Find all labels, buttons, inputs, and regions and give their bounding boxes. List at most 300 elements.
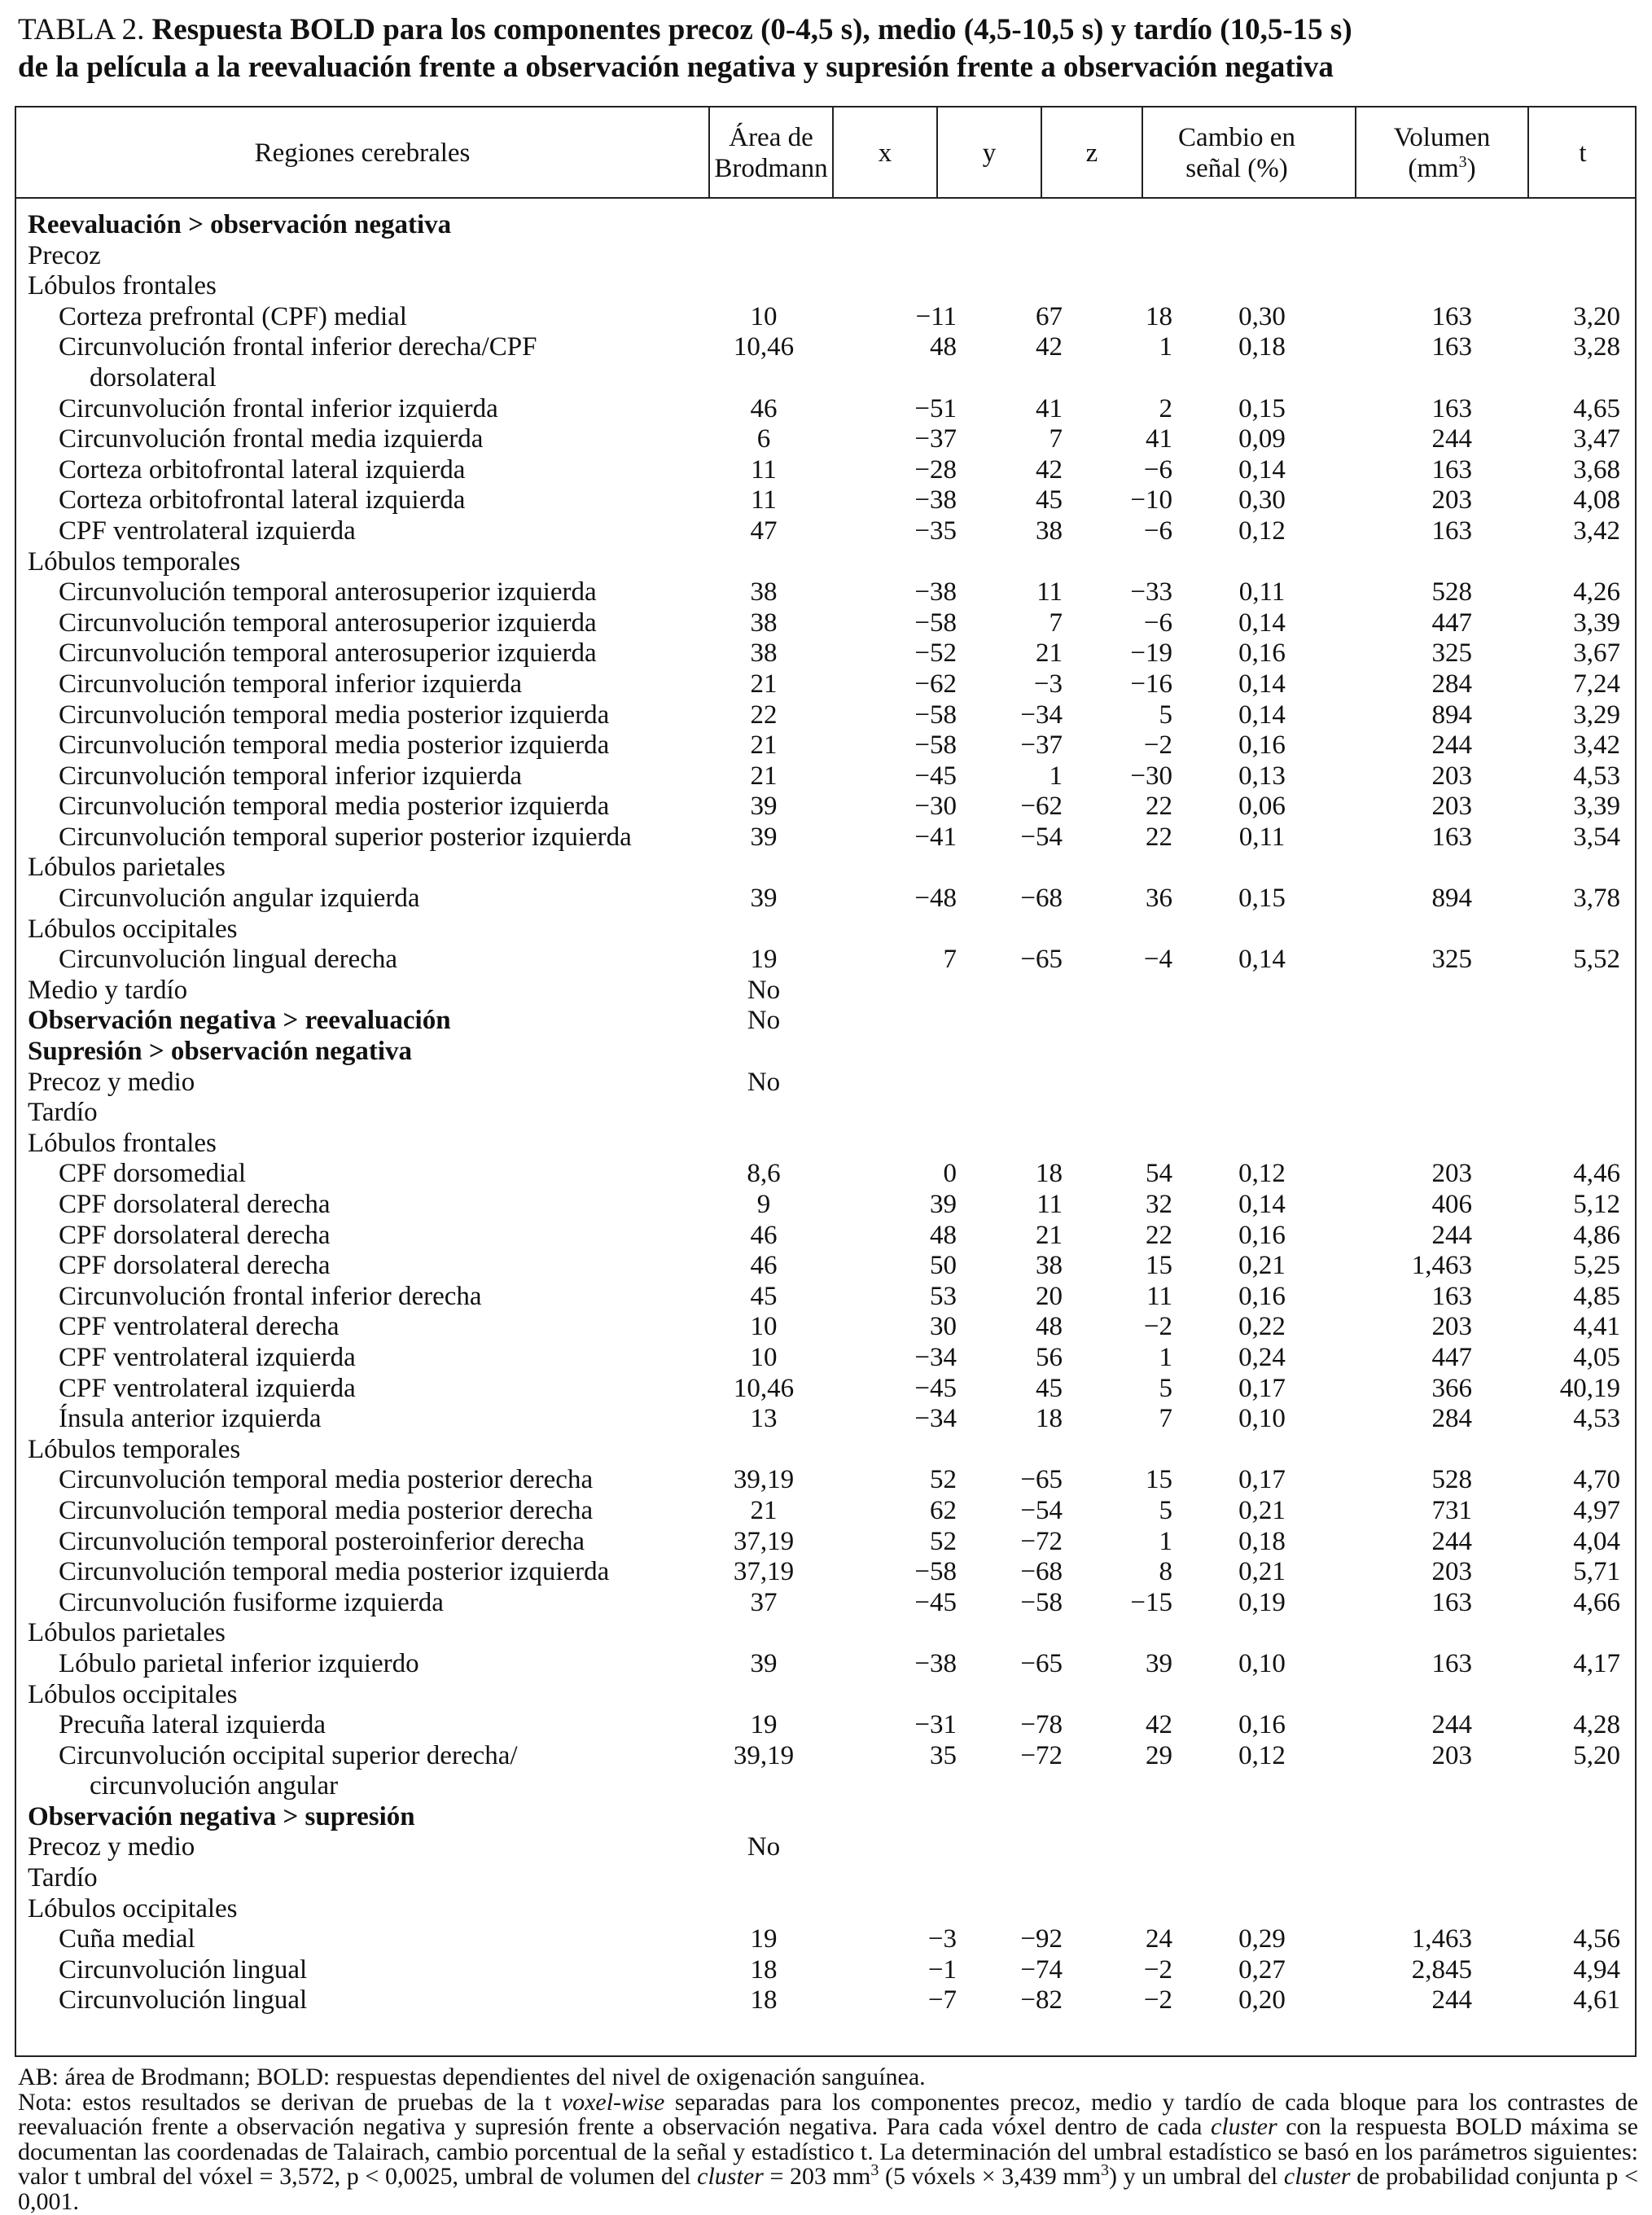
region-name: Medio y tardío xyxy=(28,975,188,1005)
region-name: Circunvolución temporal inferior izquierda xyxy=(59,669,523,699)
coord-y: 67 xyxy=(1036,301,1063,331)
volume: 447 xyxy=(1431,1342,1472,1372)
table-row xyxy=(16,271,1635,302)
results-table xyxy=(15,106,1637,2057)
t-value: 4,41 xyxy=(1573,1312,1620,1342)
table-row xyxy=(16,638,1635,669)
table-row xyxy=(16,516,1635,547)
coord-x: −48 xyxy=(914,884,957,914)
brodmann-area: 10 xyxy=(750,1342,778,1372)
coord-z: −16 xyxy=(1130,669,1172,699)
brodmann-area: 10,46 xyxy=(733,332,795,362)
region-name: Reevaluación > observación negativa xyxy=(28,210,452,239)
coord-z: −15 xyxy=(1130,1587,1172,1617)
region-label xyxy=(28,1098,712,1129)
volume: 894 xyxy=(1431,700,1472,730)
region-name: Circunvolución frontal inferior derecha/CPF xyxy=(59,332,537,362)
t-value: 5,12 xyxy=(1573,1190,1620,1219)
t-value: 4,53 xyxy=(1573,761,1620,791)
region-name: CPF dorsolateral derecha xyxy=(59,1190,331,1219)
coord-z: −30 xyxy=(1130,761,1172,791)
brodmann-area: No xyxy=(747,1832,781,1862)
brodmann-area: 39 xyxy=(750,884,778,914)
region-label xyxy=(28,1680,712,1711)
region-name: Circunvolución temporal media posterior derecha xyxy=(59,1465,594,1495)
region-name: Observación negativa > supresión xyxy=(28,1801,415,1831)
volume: 203 xyxy=(1431,485,1472,515)
coord-z: 11 xyxy=(1146,1281,1172,1311)
region-label xyxy=(28,853,712,884)
region-name: CPF dorsomedial xyxy=(59,1159,247,1189)
t-value: 3,68 xyxy=(1573,454,1620,485)
header-brodmann: Área de Brodmann xyxy=(708,107,832,199)
brodmann-area: 22 xyxy=(750,700,778,730)
header-x: x xyxy=(832,107,936,199)
table-row xyxy=(16,1221,1635,1252)
brodmann-area: 21 xyxy=(750,730,778,761)
methods-note: Nota: estos resultados se derivan de pruebas de la t voxel-wise separadas para los componentes precoz, medio y tardío de cada bloque para los contrastes de reevaluación frente a observación negativa y supresión frente a observación negativa. Para cada vóxel dentro de cada cluster con la respuesta BOLD máxima se documentan las coordenadas de Talairach, cambio porcentual de la señal y estadístico t. La determinación del umbral estadístico se basó en los parámetros siguientes: valor t umbral del vóxel = 3,572, p < 0,0025, umbral de volumen del cluster = 203 $mm^3$ (5 vóxels × 3,439 $mm^3$) y un umbral del cluster de probabilidad conjunta p < 0,001. xyxy=(18,2088,1638,2215)
t-value: 7,24 xyxy=(1573,669,1620,699)
coord-x: 52 xyxy=(930,1526,957,1556)
region-name: Circunvolución temporal media posterior izquierda xyxy=(59,792,610,822)
region-label xyxy=(59,1924,743,1955)
region-name: Corteza prefrontal (CPF) medial xyxy=(59,301,407,331)
region-name: Lóbulos occipitales xyxy=(28,1679,238,1709)
t-value: 3,42 xyxy=(1573,730,1620,761)
t-value: 3,20 xyxy=(1573,301,1620,331)
table-number: TABLA 2. xyxy=(18,13,145,46)
table-row xyxy=(16,730,1635,761)
header-t: t xyxy=(1527,107,1637,199)
region-name: CPF dorsolateral derecha xyxy=(59,1220,331,1250)
signal-change: 0,24 xyxy=(1238,1342,1286,1372)
coord-y: 11 xyxy=(1036,1190,1063,1219)
region-name: Circunvolución lingual derecha xyxy=(59,945,398,975)
volume: 447 xyxy=(1431,607,1472,638)
region-label xyxy=(28,1006,712,1037)
brodmann-area: 39 xyxy=(750,822,778,852)
brodmann-area: 39 xyxy=(750,1648,778,1678)
region-name: Circunvolución temporal anterosuperior izquierda xyxy=(59,607,597,638)
region-name: Circunvolución angular izquierda xyxy=(59,884,420,914)
table-row xyxy=(16,1802,1635,1833)
region-label xyxy=(59,1741,743,1802)
brodmann-area: No xyxy=(747,1006,781,1036)
coord-z: −2 xyxy=(1143,1954,1172,1985)
coord-y: −74 xyxy=(1020,1954,1063,1985)
brodmann-area: 6 xyxy=(756,424,771,454)
region-label xyxy=(59,1710,743,1741)
signal-change: 0,14 xyxy=(1238,607,1286,638)
table-row xyxy=(16,1955,1635,1986)
brodmann-area: 45 xyxy=(750,1281,778,1311)
region-name: Ínsula anterior izquierda xyxy=(59,1404,322,1434)
region-name: CPF dorsolateral derecha xyxy=(59,1251,331,1281)
region-name: Lóbulos occipitales xyxy=(28,1893,238,1923)
signal-change: 0,14 xyxy=(1238,945,1286,975)
coord-z: −33 xyxy=(1130,577,1172,607)
region-label xyxy=(59,1557,743,1588)
region-name: Supresión > observación negativa xyxy=(28,1037,412,1067)
coord-y: −68 xyxy=(1020,1557,1063,1587)
coord-x: −45 xyxy=(914,1373,957,1403)
volume: 163 xyxy=(1431,393,1472,423)
coord-y: 41 xyxy=(1036,393,1063,423)
region-label xyxy=(59,1221,743,1252)
coord-z: 5 xyxy=(1159,1373,1172,1403)
coord-x: −38 xyxy=(914,1648,957,1678)
table-row xyxy=(16,1894,1635,1925)
signal-change: 0,10 xyxy=(1238,1404,1286,1434)
t-value: 4,05 xyxy=(1573,1342,1620,1372)
coord-x: −34 xyxy=(914,1404,957,1434)
t-value: 5,20 xyxy=(1573,1740,1620,1770)
coord-z: −4 xyxy=(1143,945,1172,975)
coord-z: 36 xyxy=(1146,884,1172,914)
region-name: Circunvolución temporal posteroinferior derecha xyxy=(59,1526,585,1556)
table-row xyxy=(16,1710,1635,1741)
coord-z: 41 xyxy=(1146,424,1172,454)
table-row xyxy=(16,1465,1635,1496)
volume: 163 xyxy=(1431,454,1472,485)
table-row xyxy=(16,1496,1635,1527)
coord-y: 21 xyxy=(1036,1220,1063,1250)
t-value: 3,54 xyxy=(1573,822,1620,852)
table-row xyxy=(16,1832,1635,1863)
region-label xyxy=(59,1190,743,1221)
coord-x: −62 xyxy=(914,669,957,699)
table-row xyxy=(16,976,1635,1007)
table-row xyxy=(16,332,1635,393)
signal-change: 0,29 xyxy=(1238,1924,1286,1954)
table-row xyxy=(16,1557,1635,1588)
table-row xyxy=(16,1527,1635,1558)
region-label xyxy=(59,1159,743,1190)
coord-z: 1 xyxy=(1159,1342,1172,1372)
table-row xyxy=(16,210,1635,241)
volume: 163 xyxy=(1431,1648,1472,1678)
volume: 284 xyxy=(1431,1404,1472,1434)
region-name: Circunvolución frontal media izquierda xyxy=(59,424,484,454)
region-label xyxy=(59,394,743,425)
region-label xyxy=(59,1343,743,1374)
brodmann-area: 46 xyxy=(750,393,778,423)
region-label xyxy=(28,547,712,578)
brodmann-area: 19 xyxy=(750,1924,778,1954)
coord-y: 7 xyxy=(1049,607,1063,638)
brodmann-area: 8,6 xyxy=(747,1159,781,1189)
table-row xyxy=(16,485,1635,516)
coord-x: −11 xyxy=(915,301,957,331)
region-name: Lóbulos parietales xyxy=(28,853,226,883)
coord-y: −65 xyxy=(1020,1465,1063,1495)
coord-x: −58 xyxy=(914,700,957,730)
coord-x: 30 xyxy=(930,1312,957,1342)
table-row xyxy=(16,1680,1635,1711)
region-label xyxy=(28,241,712,272)
coord-y: −65 xyxy=(1020,1648,1063,1678)
region-name: Corteza orbitofrontal lateral izquierda xyxy=(59,454,466,485)
signal-change: 0,18 xyxy=(1238,1526,1286,1556)
region-label xyxy=(59,730,743,761)
region-label xyxy=(59,669,743,700)
region-name: Precoz y medio xyxy=(28,1832,195,1862)
coord-z: −19 xyxy=(1130,638,1172,669)
region-label xyxy=(59,1588,743,1619)
signal-change: 0,11 xyxy=(1238,577,1286,607)
region-name: CPF ventrolateral izquierda xyxy=(59,1373,356,1403)
coord-x: −52 xyxy=(914,638,957,669)
table-row xyxy=(16,669,1635,700)
signal-change: 0,17 xyxy=(1238,1465,1286,1495)
signal-change: 0,30 xyxy=(1238,485,1286,515)
coord-z: 8 xyxy=(1159,1557,1172,1587)
coord-y: 11 xyxy=(1036,577,1063,607)
volume: 163 xyxy=(1431,822,1472,852)
region-name: Lóbulos frontales xyxy=(28,271,217,301)
volume: 1,463 xyxy=(1411,1251,1472,1281)
t-value: 3,67 xyxy=(1573,638,1620,669)
brodmann-area: 10,46 xyxy=(733,1373,795,1403)
region-name: Circunvolución temporal media posterior derecha xyxy=(59,1495,594,1525)
t-value: 4,04 xyxy=(1573,1526,1620,1556)
coord-y: −34 xyxy=(1020,700,1063,730)
coord-z: −6 xyxy=(1143,454,1172,485)
t-value: 5,25 xyxy=(1573,1251,1620,1281)
brodmann-area: 37,19 xyxy=(733,1557,795,1587)
region-label xyxy=(59,1527,743,1558)
table-row xyxy=(16,700,1635,731)
coord-z: 18 xyxy=(1146,301,1172,331)
region-label xyxy=(59,424,743,455)
volume: 284 xyxy=(1431,669,1472,699)
table-row xyxy=(16,1924,1635,1955)
t-value: 40,19 xyxy=(1559,1373,1620,1403)
coord-x: 0 xyxy=(943,1159,957,1189)
brodmann-area: 38 xyxy=(750,638,778,669)
brodmann-area: 37 xyxy=(750,1587,778,1617)
region-name: Precuña lateral izquierda xyxy=(59,1710,326,1740)
brodmann-area: 37,19 xyxy=(733,1526,795,1556)
volume: 244 xyxy=(1431,1710,1472,1740)
coord-z: 1 xyxy=(1159,332,1172,362)
volume: 244 xyxy=(1431,1220,1472,1250)
region-name: Cuña medial xyxy=(59,1924,195,1954)
t-value: 4,56 xyxy=(1573,1924,1620,1954)
region-label xyxy=(59,485,743,516)
brodmann-area: 13 xyxy=(750,1404,778,1434)
coord-x: −34 xyxy=(914,1342,957,1372)
t-value: 4,85 xyxy=(1573,1281,1620,1311)
t-value: 4,94 xyxy=(1573,1954,1620,1985)
table-row xyxy=(16,302,1635,333)
region-label xyxy=(59,608,743,639)
abbreviations-note: AB: área de Brodmann; BOLD: respuestas dependientes del nivel de oxigenación sanguínea. xyxy=(18,2064,926,2090)
coord-y: 42 xyxy=(1036,332,1063,362)
region-name: Observación negativa > reevaluación xyxy=(28,1006,451,1036)
brodmann-area: 38 xyxy=(750,607,778,638)
t-value: 4,97 xyxy=(1573,1495,1620,1525)
coord-y: −65 xyxy=(1020,945,1063,975)
region-label xyxy=(59,455,743,486)
table-row xyxy=(16,577,1635,608)
signal-change: 0,16 xyxy=(1238,730,1286,761)
region-label xyxy=(59,1282,743,1313)
volume: 203 xyxy=(1431,1557,1472,1587)
region-label xyxy=(59,577,743,608)
coord-x: −37 xyxy=(914,424,957,454)
table-row xyxy=(16,1741,1635,1802)
region-label xyxy=(28,1832,712,1863)
brodmann-area: No xyxy=(747,975,781,1005)
coord-x: 48 xyxy=(930,332,957,362)
coord-z: 2 xyxy=(1159,393,1172,423)
brodmann-area: 39,19 xyxy=(733,1740,795,1770)
table-body xyxy=(16,210,1635,2016)
volume: 203 xyxy=(1431,792,1472,822)
volume: 203 xyxy=(1431,761,1472,791)
signal-change: 0,14 xyxy=(1238,669,1286,699)
region-label xyxy=(59,516,743,547)
coord-x: −1 xyxy=(927,1954,957,1985)
coord-x: −3 xyxy=(927,1924,957,1954)
table-row xyxy=(16,1006,1635,1037)
table-row xyxy=(16,608,1635,639)
brodmann-area: 10 xyxy=(750,301,778,331)
coord-z: 42 xyxy=(1146,1710,1172,1740)
table-row xyxy=(16,1190,1635,1221)
region-label xyxy=(28,1618,712,1649)
region-name: Precoz y medio xyxy=(28,1067,195,1097)
signal-change: 0,11 xyxy=(1238,822,1286,852)
coord-z: 15 xyxy=(1146,1465,1172,1495)
coord-x: 62 xyxy=(930,1495,957,1525)
coord-x: −38 xyxy=(914,577,957,607)
coord-y: 45 xyxy=(1036,485,1063,515)
table-row xyxy=(16,1404,1635,1435)
coord-y: −54 xyxy=(1020,1495,1063,1525)
table-row xyxy=(16,241,1635,272)
table-row xyxy=(16,424,1635,455)
signal-change: 0,22 xyxy=(1238,1312,1286,1342)
coord-y: −82 xyxy=(1020,1985,1063,2015)
table-row xyxy=(16,1037,1635,1068)
header-signal-change: Cambio en señal (%) xyxy=(1142,107,1355,199)
coord-y: 7 xyxy=(1049,424,1063,454)
table-row xyxy=(16,394,1635,425)
table-row xyxy=(16,1312,1635,1343)
coord-z: 54 xyxy=(1146,1159,1172,1189)
region-name-continued: dorsolateral xyxy=(90,362,217,393)
coord-z: −2 xyxy=(1143,1312,1172,1342)
region-name: CPF ventrolateral izquierda xyxy=(59,515,356,546)
coord-x: −38 xyxy=(914,485,957,515)
coord-x: −51 xyxy=(914,393,957,423)
region-name: Lóbulos frontales xyxy=(28,1128,217,1158)
signal-change: 0,06 xyxy=(1238,792,1286,822)
coord-z: 15 xyxy=(1146,1251,1172,1281)
signal-change: 0,12 xyxy=(1238,515,1286,546)
coord-y: 21 xyxy=(1036,638,1063,669)
coord-x: −41 xyxy=(914,822,957,852)
region-name: Circunvolución temporal inferior izquierda xyxy=(59,761,523,791)
volume: 325 xyxy=(1431,945,1472,975)
region-label xyxy=(59,638,743,669)
table-row xyxy=(16,761,1635,792)
coord-z: 22 xyxy=(1146,792,1172,822)
coord-z: 5 xyxy=(1159,1495,1172,1525)
region-label xyxy=(28,1435,712,1466)
volume: 894 xyxy=(1431,884,1472,914)
region-name: Circunvolución temporal anterosuperior izquierda xyxy=(59,638,597,669)
volume: 731 xyxy=(1431,1495,1472,1525)
signal-change: 0,12 xyxy=(1238,1740,1286,1770)
t-value: 3,47 xyxy=(1573,424,1620,454)
brodmann-area: 21 xyxy=(750,669,778,699)
brodmann-area: 39,19 xyxy=(733,1465,795,1495)
brodmann-area: 18 xyxy=(750,1954,778,1985)
coord-z: 32 xyxy=(1146,1190,1172,1219)
region-label xyxy=(59,302,743,333)
region-name: Corteza orbitofrontal lateral izquierda xyxy=(59,485,466,515)
coord-y: −3 xyxy=(1033,669,1063,699)
signal-change: 0,14 xyxy=(1238,454,1286,485)
region-label xyxy=(28,1863,712,1894)
table-row xyxy=(16,792,1635,822)
volume: 203 xyxy=(1431,1159,1472,1189)
table-header xyxy=(16,107,1635,199)
coord-z: −6 xyxy=(1143,515,1172,546)
signal-change: 0,17 xyxy=(1238,1373,1286,1403)
coord-z: 7 xyxy=(1159,1404,1172,1434)
volume: 163 xyxy=(1431,1281,1472,1311)
region-name: Circunvolución lingual xyxy=(59,1954,308,1985)
region-label xyxy=(28,1894,712,1925)
volume: 163 xyxy=(1431,301,1472,331)
coord-y: −68 xyxy=(1020,884,1063,914)
signal-change: 0,16 xyxy=(1238,1710,1286,1740)
t-value: 5,52 xyxy=(1573,945,1620,975)
coord-y: −54 xyxy=(1020,822,1063,852)
coord-x: −35 xyxy=(914,515,957,546)
region-label xyxy=(59,822,743,853)
region-label xyxy=(59,884,743,915)
region-label xyxy=(59,1374,743,1405)
coord-z: −10 xyxy=(1130,485,1172,515)
coord-y: 1 xyxy=(1049,761,1063,791)
coord-x: 53 xyxy=(930,1281,957,1311)
table-row xyxy=(16,1251,1635,1282)
signal-change: 0,21 xyxy=(1238,1557,1286,1587)
coord-y: −37 xyxy=(1020,730,1063,761)
signal-change: 0,16 xyxy=(1238,1281,1286,1311)
coord-y: −58 xyxy=(1020,1587,1063,1617)
volume: 244 xyxy=(1431,1526,1472,1556)
region-name: Circunvolución temporal media posterior izquierda xyxy=(59,1557,610,1587)
coord-y: 38 xyxy=(1036,1251,1063,1281)
volume: 528 xyxy=(1431,577,1472,607)
coord-z: 24 xyxy=(1146,1924,1172,1954)
coord-x: −58 xyxy=(914,730,957,761)
brodmann-area: 9 xyxy=(756,1190,771,1219)
signal-change: 0,12 xyxy=(1238,1159,1286,1189)
coord-x: 52 xyxy=(930,1465,957,1495)
region-label xyxy=(59,1985,743,2016)
coord-z: −6 xyxy=(1143,607,1172,638)
table-row xyxy=(16,1159,1635,1190)
table-row xyxy=(16,1863,1635,1894)
header-z: z xyxy=(1041,107,1142,199)
